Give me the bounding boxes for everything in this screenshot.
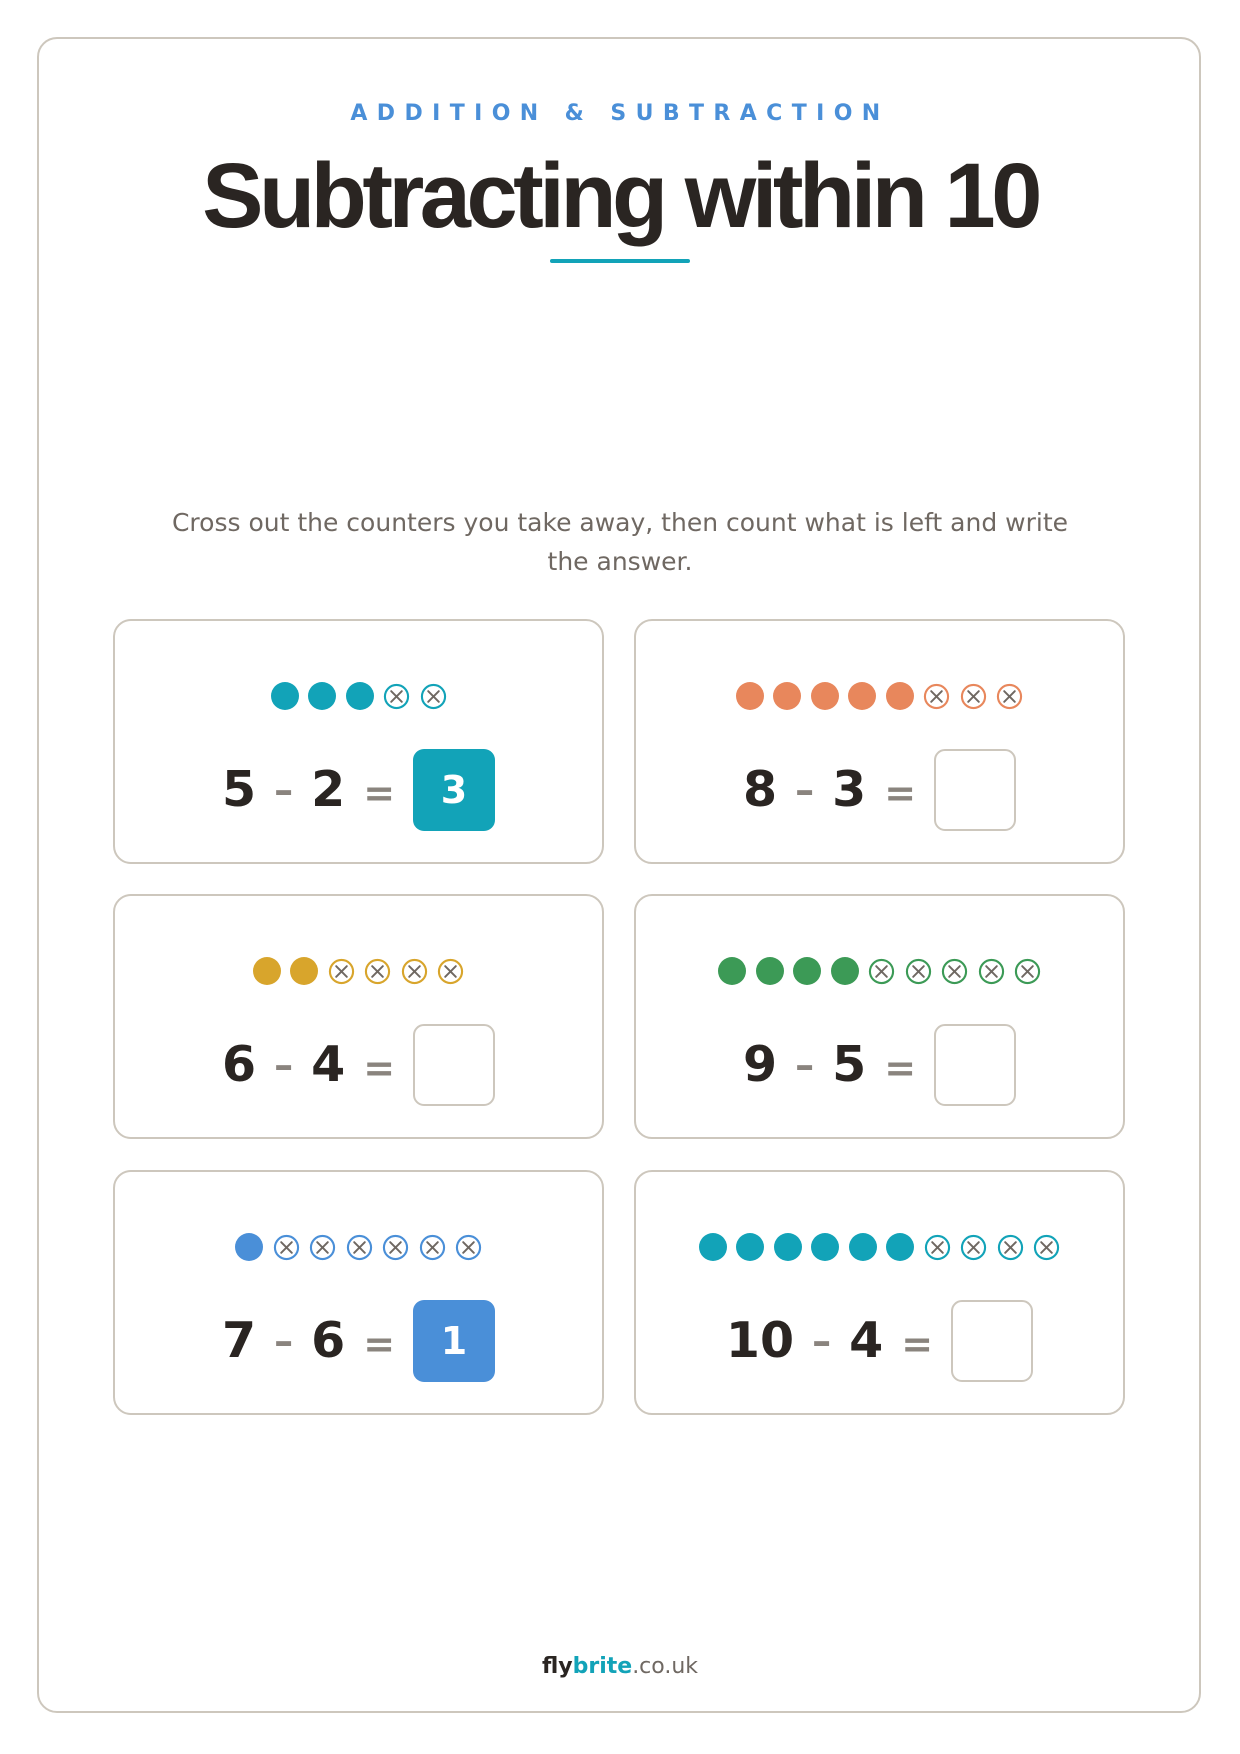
- counter-icon: [849, 1233, 877, 1261]
- crossed-counter-icon: [419, 1234, 446, 1261]
- crossed-counter-icon: [960, 1234, 987, 1261]
- counter-icon: [756, 957, 784, 985]
- subtrahend: 4: [849, 1312, 884, 1369]
- answer-box[interactable]: [413, 1024, 495, 1106]
- crossed-counter-icon: [346, 1234, 373, 1261]
- crossed-counter-icon: [273, 1234, 300, 1261]
- problem-card-5: [113, 1170, 604, 1415]
- page-title: Subtracting within 10: [202, 145, 1038, 247]
- counter-icon: [235, 1233, 263, 1261]
- counter-icon: [886, 1233, 914, 1261]
- counter-icon: [811, 682, 839, 710]
- crossed-counter-icon: [382, 1234, 409, 1261]
- counter-icon: [811, 1233, 839, 1261]
- subtrahend: 6: [311, 1312, 346, 1369]
- crossed-counter-icon: [924, 1234, 951, 1261]
- equation: [115, 1300, 602, 1382]
- minuend: 7: [221, 1312, 257, 1369]
- brand-domain: .co.uk: [632, 1654, 699, 1679]
- worksheet-page: [37, 37, 1201, 1713]
- counter-icon: [253, 957, 281, 985]
- minus-sign: –: [795, 1043, 815, 1087]
- answer-box[interactable]: [934, 1024, 1016, 1106]
- answer-box[interactable]: [934, 749, 1016, 831]
- equation: [115, 749, 602, 831]
- crossed-counter-icon: [905, 958, 932, 985]
- problem-card-2: [634, 619, 1125, 864]
- counter-icon: [736, 1233, 764, 1261]
- counter-icon: [308, 682, 336, 710]
- crossed-counter-icon: [923, 683, 950, 710]
- answer-box[interactable]: [951, 1300, 1033, 1382]
- crossed-counter-icon: [309, 1234, 336, 1261]
- crossed-counter-icon: [383, 683, 410, 710]
- crossed-counter-icon: [364, 958, 391, 985]
- counter-icon: [886, 682, 914, 710]
- counter-row: [636, 1233, 1123, 1261]
- equals-sign: =: [901, 1322, 934, 1366]
- crossed-counter-icon: [455, 1234, 482, 1261]
- minus-sign: –: [274, 1043, 294, 1087]
- equals-sign: =: [884, 1046, 917, 1090]
- answer-box[interactable]: 1: [413, 1300, 495, 1382]
- minus-sign: –: [795, 768, 815, 812]
- counter-icon: [736, 682, 764, 710]
- minuend: 10: [725, 1312, 795, 1369]
- equation: [636, 749, 1123, 831]
- counter-icon: [773, 682, 801, 710]
- minus-sign: –: [274, 1319, 294, 1363]
- subtrahend: 2: [311, 761, 346, 818]
- instructions-text: Cross out the counters you take away, then count what is left and write the answer.: [171, 508, 1069, 576]
- problem-card-4: [634, 894, 1125, 1139]
- counter-row: [115, 682, 602, 710]
- crossed-counter-icon: [996, 683, 1023, 710]
- worksheet-category: ADDITION & SUBTRACTION: [350, 101, 890, 126]
- crossed-counter-icon: [1014, 958, 1041, 985]
- minuend: 9: [742, 1036, 778, 1093]
- problem-card-3: [113, 894, 604, 1139]
- counter-icon: [271, 682, 299, 710]
- crossed-counter-icon: [420, 683, 447, 710]
- counter-icon: [290, 957, 318, 985]
- crossed-counter-icon: [437, 958, 464, 985]
- crossed-counter-icon: [997, 1234, 1024, 1261]
- answer-box[interactable]: 3: [413, 749, 495, 831]
- subtrahend: 3: [832, 761, 867, 818]
- counter-icon: [793, 957, 821, 985]
- counter-icon: [699, 1233, 727, 1261]
- counter-row: [636, 957, 1123, 985]
- minuend: 5: [221, 761, 257, 818]
- minuend: 8: [742, 761, 778, 818]
- counter-row: [115, 1233, 602, 1261]
- crossed-counter-icon: [868, 958, 895, 985]
- minuend: 6: [221, 1036, 257, 1093]
- crossed-counter-icon: [978, 958, 1005, 985]
- title-underline: [550, 259, 690, 263]
- counter-row: [636, 682, 1123, 710]
- equation: [636, 1024, 1123, 1106]
- problem-card-6: [634, 1170, 1125, 1415]
- equals-sign: =: [363, 1322, 396, 1366]
- counter-icon: [718, 957, 746, 985]
- equals-sign: =: [884, 771, 917, 815]
- minus-sign: –: [274, 768, 294, 812]
- subtrahend: 5: [832, 1036, 867, 1093]
- brand-fly: fly: [541, 1654, 573, 1679]
- counter-icon: [774, 1233, 802, 1261]
- equals-sign: =: [363, 1046, 396, 1090]
- crossed-counter-icon: [1033, 1234, 1060, 1261]
- equals-sign: =: [363, 771, 396, 815]
- crossed-counter-icon: [960, 683, 987, 710]
- counter-icon: [848, 682, 876, 710]
- brand-brite: brite: [572, 1654, 633, 1679]
- counter-icon: [831, 957, 859, 985]
- crossed-counter-icon: [941, 958, 968, 985]
- crossed-counter-icon: [328, 958, 355, 985]
- counter-row: [115, 957, 602, 985]
- problem-card-1: [113, 619, 604, 864]
- counter-icon: [346, 682, 374, 710]
- equation: [636, 1300, 1123, 1382]
- subtrahend: 4: [311, 1036, 346, 1093]
- minus-sign: –: [812, 1319, 832, 1363]
- crossed-counter-icon: [401, 958, 428, 985]
- footer-brand: [0, 1654, 1240, 1679]
- equation: [115, 1024, 602, 1106]
